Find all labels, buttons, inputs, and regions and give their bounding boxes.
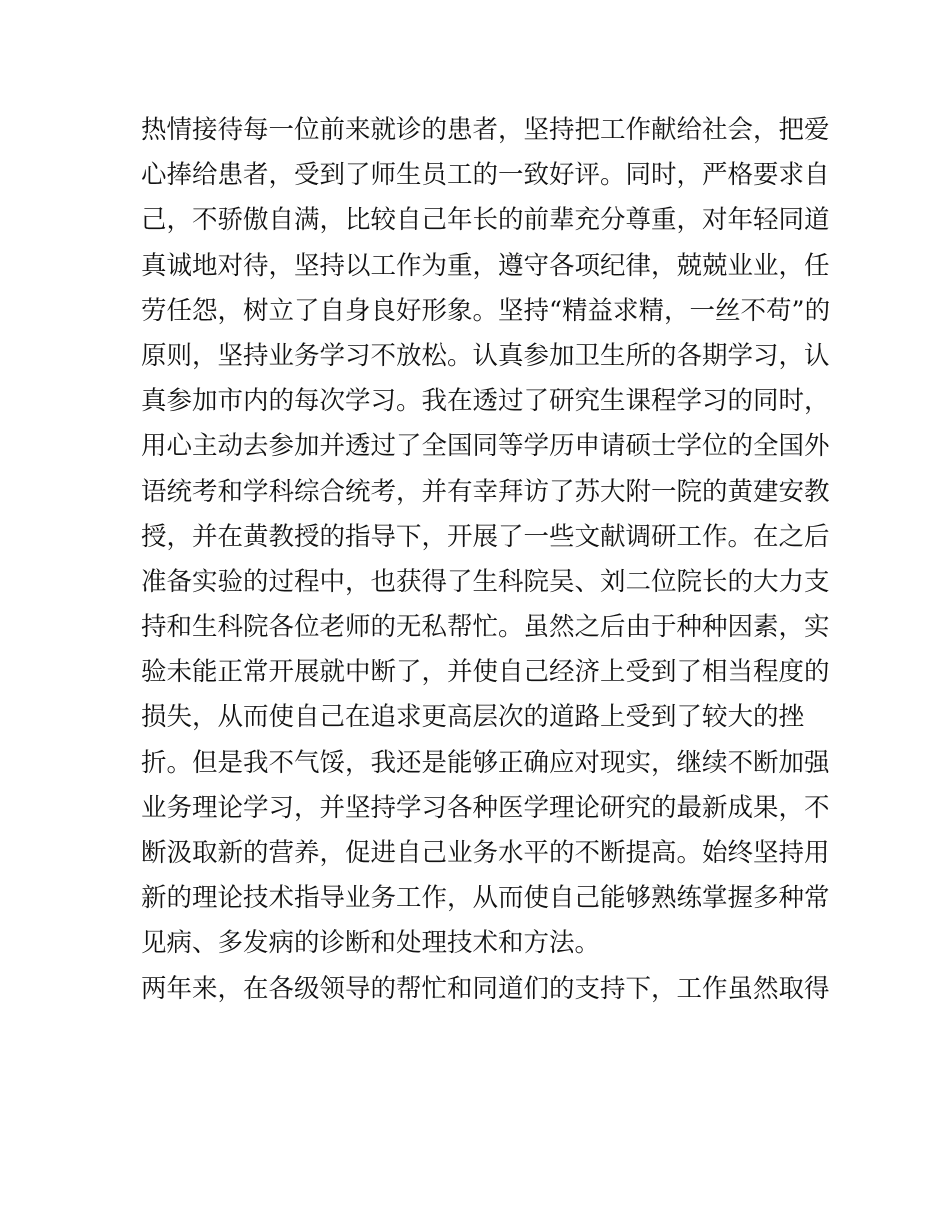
text-line: 原则，坚持业务学习不放松。认真参加卫生所的各期学习，认 [141,340,830,371]
text-line: 真参加市内的每次学习。我在透过了研究生课程学习的同时， [141,386,830,417]
text-line: 持和生科院各位老师的无私帮忙。虽然之后由于种种因素，实 [141,612,830,643]
text-line: 用心主动去参加并透过了全国同等学历申请硕士学位的全国外 [141,431,830,462]
text-line: 准备实验的过程中，也获得了生科院吴、刘二位院长的大力支 [141,566,830,597]
text-line: 语统考和学科综合统考，并有幸拜访了苏大附一院的黄建安教 [141,476,830,507]
text-line: 真诚地对待，坚持以工作为重，遵守各项纪律，兢兢业业，任 [141,250,830,281]
text-line: 损失，从而使自己在追求更高层次的道路上受到了较大的挫 [141,702,805,733]
text-line: 验未能正常开展就中断了，并使自己经济上受到了相当程度的 [141,657,830,688]
text-line: 热情接待每一位前来就诊的患者，坚持把工作献给社会，把爱 [141,115,830,145]
text-line: 新的理论技术指导业务工作，从而使自己能够熟练掌握多种常 [141,883,830,914]
text-line: 见病、多发病的诊断和处理技术和方法。 [141,928,601,959]
body-text [141,108,831,1012]
text-line: 业务理论学习，并坚持学习各种医学理论研究的最新成果，不 [141,792,830,823]
text-line: 断汲取新的营养，促进自己业务水平的不断提高。始终坚持用 [141,838,830,868]
text-line: 授，并在黄教授的指导下，开展了一些文献调研工作。在之后 [141,521,830,552]
text-line: 两年来，在各级领导的帮忙和同道们的支持下，工作虽然取得 [141,973,830,1004]
text-line: 心捧给患者，受到了师生员工的一致好评。同时，严格要求自 [141,160,830,191]
text-line: 劳任怨，树立了自身良好形象。坚持“精益求精，一丝不苟”的 [141,295,831,326]
text-line: 己，不骄傲自满，比较自己年长的前辈充分尊重，对年轻同道 [141,205,830,236]
text-line: 折。但是我不气馁，我还是能够正确应对现实，继续不断加强 [141,747,830,778]
